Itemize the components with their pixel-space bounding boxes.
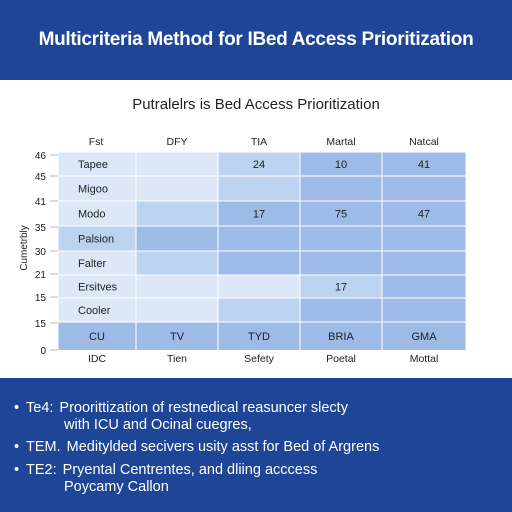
cell-value: 17 [252, 208, 266, 221]
footer-item-text: Meditylded secivers usity asst for Bed of Argrens [66, 439, 380, 455]
footer-item [14, 439, 504, 456]
footer-panel [0, 378, 512, 512]
y-tick-label: 35 [34, 223, 46, 234]
column-header: Martal [326, 136, 356, 148]
row-label: Tapee [78, 159, 108, 171]
x-tick-label: IDC [87, 353, 107, 365]
banner-title: Multicriteria Method for IBed Access Prioritization [38, 29, 474, 50]
row-label: Palsion [78, 233, 115, 246]
bottom-row-label: TV [169, 331, 185, 343]
row-label: Falter [78, 258, 107, 270]
y-tick-label: 46 [34, 151, 46, 162]
bullet-icon: • [14, 439, 20, 455]
column-header: DFY [166, 136, 188, 148]
row-fade [136, 251, 218, 275]
bullet-icon: • [14, 462, 20, 478]
footer-item-code: TE2: [26, 462, 57, 478]
row-fade [136, 201, 218, 226]
row-label: Migoo [78, 183, 108, 196]
cell-value: 10 [334, 159, 348, 171]
column-header: Natcal [409, 136, 439, 148]
cell-value: 17 [334, 281, 348, 294]
footer-item-code: Te4: [26, 400, 54, 416]
y-tick-label: 15 [34, 293, 46, 304]
row-label: Modo [78, 208, 106, 221]
cell-value: 47 [417, 208, 431, 221]
row-label: Ersitves [78, 281, 118, 294]
y-tick-label: 0 [40, 346, 46, 357]
y-axis-label: Cumetrbly [19, 225, 30, 271]
y-tick-label: 21 [34, 270, 46, 281]
bottom-row-label: GMA [411, 331, 437, 343]
footer-item-text-cont: Poycamy Callon [64, 479, 169, 495]
cell-value: 24 [252, 159, 266, 171]
footer-item-code: TEM. [26, 439, 61, 455]
bullet-icon: • [14, 400, 20, 416]
cell-value: 75 [334, 208, 348, 221]
x-tick-label: Poetal [326, 353, 356, 365]
cell-value: 41 [417, 159, 431, 171]
footer-item-text: Proorittization of restnedical reasuncer slecty [59, 400, 348, 416]
x-tick-label: Tien [166, 353, 188, 365]
bottom-row-label: BRIA [328, 331, 354, 343]
x-tick-label: Mottal [409, 353, 439, 365]
column-header: Fst [88, 136, 104, 148]
y-tick-label: 30 [34, 247, 46, 258]
footer-item-text: Pryental Centrentes, and dliing acccess [62, 462, 318, 478]
footer-item [14, 462, 504, 496]
footer-item [14, 400, 504, 434]
chart-title: Putralelrs is Bed Access Prioritization [132, 96, 380, 113]
bottom-row-label: TYD [248, 331, 270, 343]
row-fade [218, 176, 300, 201]
x-tick-label: Sefety [244, 353, 274, 365]
column-header: TIA [250, 136, 268, 148]
footer-item-text-cont: with ICU and Ocinal cuegres, [64, 417, 252, 433]
y-tick-label: 41 [34, 197, 46, 208]
bottom-row-label: CU [89, 331, 105, 343]
y-tick-label: 15 [34, 319, 46, 330]
y-tick-label: 45 [34, 172, 46, 183]
row-label: Cooler [78, 305, 111, 317]
row-fade [218, 298, 300, 322]
